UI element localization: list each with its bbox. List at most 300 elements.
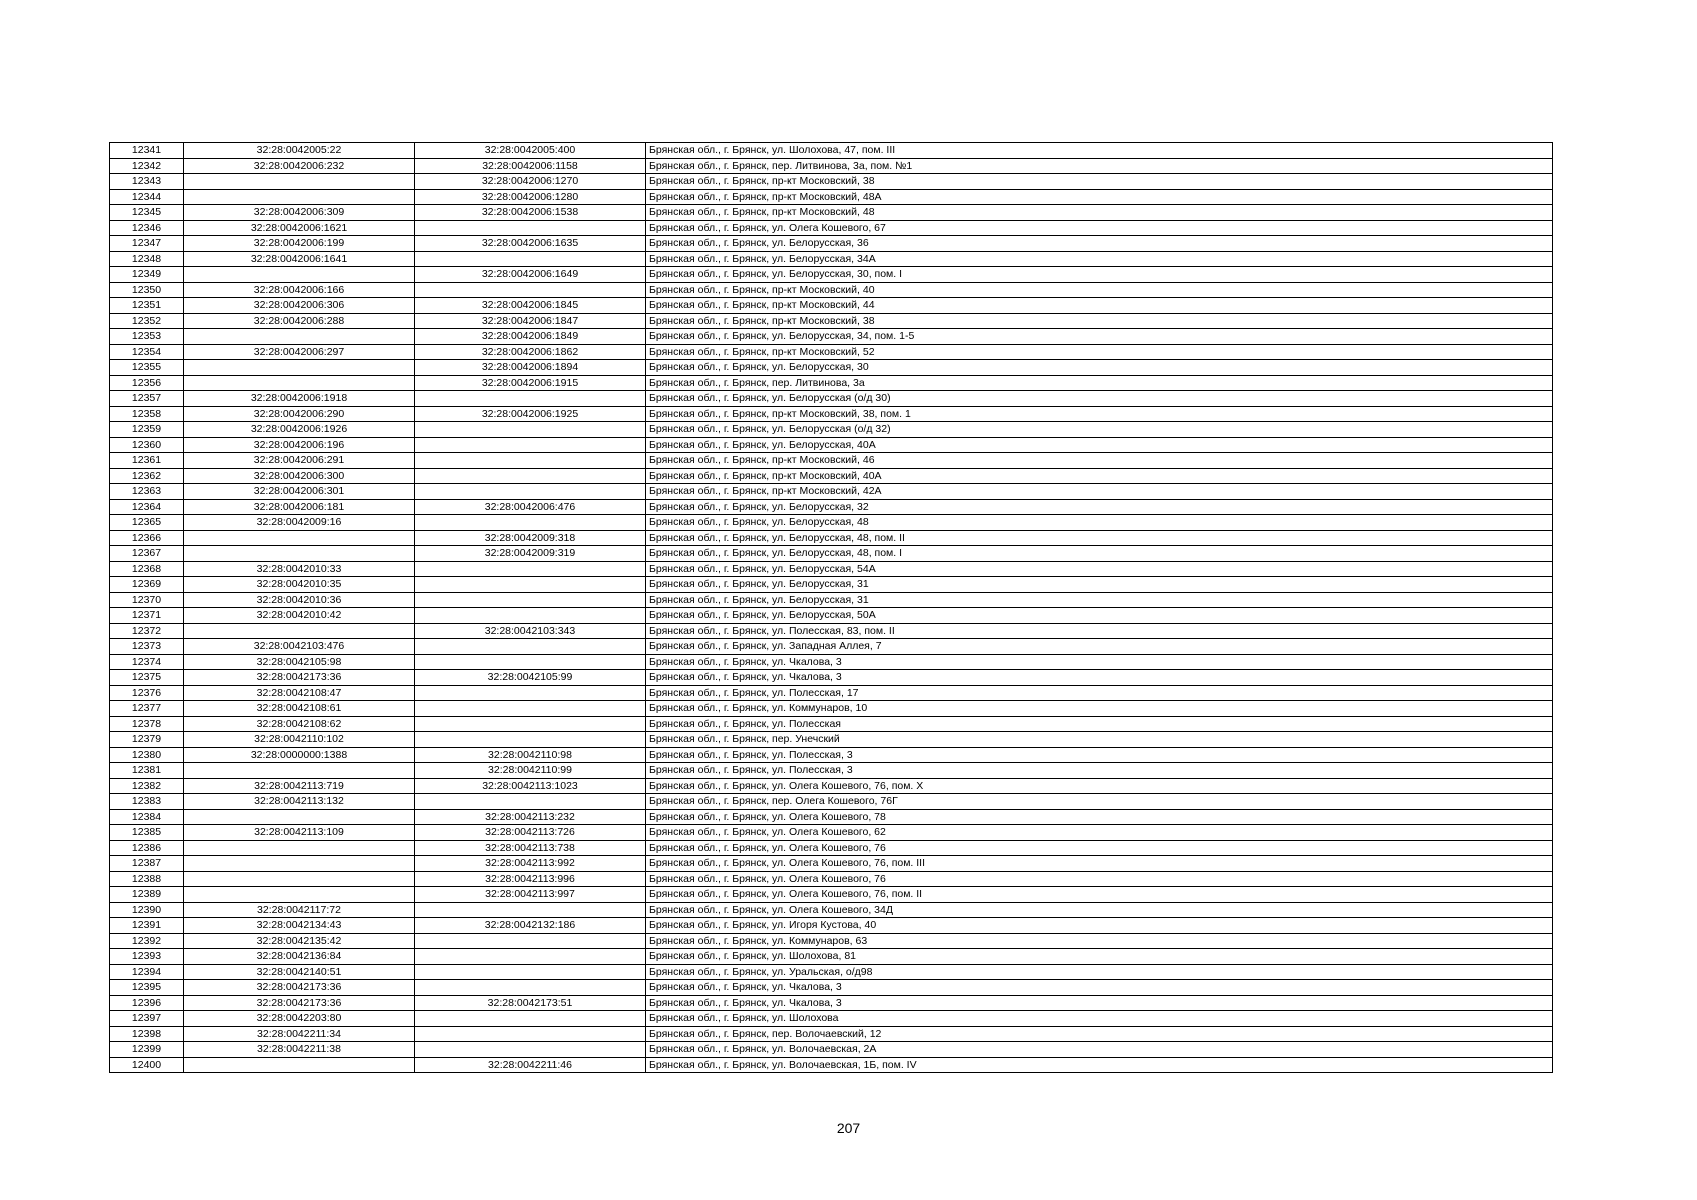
row-number-cell: 12351 bbox=[110, 298, 184, 314]
row-number-cell: 12397 bbox=[110, 1011, 184, 1027]
row-number-cell: 12381 bbox=[110, 763, 184, 779]
cadastral-number-cell: 32:28:0042108:47 bbox=[184, 685, 415, 701]
cadastral-number-cell bbox=[184, 763, 415, 779]
address-cell: Брянская обл., г. Брянск, ул. Коммунаров, 10 bbox=[646, 701, 1553, 717]
cadastral-number-cell bbox=[184, 189, 415, 205]
related-cadastral-number-cell bbox=[415, 437, 646, 453]
cadastral-number-cell: 32:28:0042006:306 bbox=[184, 298, 415, 314]
cadastral-number-cell: 32:28:0042006:199 bbox=[184, 236, 415, 252]
related-cadastral-number-cell: 32:28:0042113:1023 bbox=[415, 778, 646, 794]
row-number-cell: 12356 bbox=[110, 375, 184, 391]
related-cadastral-number-cell: 32:28:0042006:1862 bbox=[415, 344, 646, 360]
related-cadastral-number-cell: 32:28:0042173:51 bbox=[415, 995, 646, 1011]
row-number-cell: 12341 bbox=[110, 143, 184, 159]
cadastral-number-cell: 32:28:0042113:719 bbox=[184, 778, 415, 794]
related-cadastral-number-cell: 32:28:0042006:1894 bbox=[415, 360, 646, 376]
address-cell: Брянская обл., г. Брянск, ул. Белорусская, 54А bbox=[646, 561, 1553, 577]
row-number-cell: 12342 bbox=[110, 158, 184, 174]
row-number-cell: 12349 bbox=[110, 267, 184, 283]
related-cadastral-number-cell: 32:28:0042006:1280 bbox=[415, 189, 646, 205]
address-cell: Брянская обл., г. Брянск, пр-кт Московский, 44 bbox=[646, 298, 1553, 314]
table-row bbox=[110, 608, 1553, 624]
address-cell: Брянская обл., г. Брянск, ул. Белорусская, 30, пом. I bbox=[646, 267, 1553, 283]
cadastral-number-cell bbox=[184, 267, 415, 283]
related-cadastral-number-cell: 32:28:0042211:46 bbox=[415, 1057, 646, 1073]
table-row bbox=[110, 453, 1553, 469]
table-row bbox=[110, 360, 1553, 376]
address-cell: Брянская обл., г. Брянск, пр-кт Московский, 48А bbox=[646, 189, 1553, 205]
table-row bbox=[110, 933, 1553, 949]
row-number-cell: 12344 bbox=[110, 189, 184, 205]
address-cell: Брянская обл., г. Брянск, ул. Олега Кошевого, 76 bbox=[646, 871, 1553, 887]
cadastral-number-cell: 32:28:0042006:290 bbox=[184, 406, 415, 422]
related-cadastral-number-cell bbox=[415, 1026, 646, 1042]
address-cell: Брянская обл., г. Брянск, ул. Белорусская (о/д 32) bbox=[646, 422, 1553, 438]
related-cadastral-number-cell: 32:28:0042006:1538 bbox=[415, 205, 646, 221]
table-row bbox=[110, 561, 1553, 577]
cadastral-number-cell bbox=[184, 871, 415, 887]
table-row bbox=[110, 391, 1553, 407]
address-cell: Брянская обл., г. Брянск, ул. Шолохова, 81 bbox=[646, 949, 1553, 965]
property-table-body bbox=[110, 143, 1553, 1073]
related-cadastral-number-cell bbox=[415, 949, 646, 965]
related-cadastral-number-cell: 32:28:0042006:1635 bbox=[415, 236, 646, 252]
table-row bbox=[110, 980, 1553, 996]
address-cell: Брянская обл., г. Брянск, пр-кт Московский, 48 bbox=[646, 205, 1553, 221]
table-row bbox=[110, 298, 1553, 314]
cadastral-number-cell: 32:28:0042006:309 bbox=[184, 205, 415, 221]
table-row bbox=[110, 174, 1553, 190]
cadastral-number-cell: 32:28:0042211:34 bbox=[184, 1026, 415, 1042]
table-row bbox=[110, 251, 1553, 267]
row-number-cell: 12366 bbox=[110, 530, 184, 546]
address-cell: Брянская обл., г. Брянск, пр-кт Московский, 38, пом. 1 bbox=[646, 406, 1553, 422]
related-cadastral-number-cell: 32:28:0042110:98 bbox=[415, 747, 646, 763]
address-cell: Брянская обл., г. Брянск, ул. Полесская, 3 bbox=[646, 747, 1553, 763]
row-number-cell: 12382 bbox=[110, 778, 184, 794]
table-row bbox=[110, 282, 1553, 298]
table-row bbox=[110, 825, 1553, 841]
related-cadastral-number-cell: 32:28:0042006:1649 bbox=[415, 267, 646, 283]
table-row bbox=[110, 1011, 1553, 1027]
cadastral-number-cell: 32:28:0042006:1641 bbox=[184, 251, 415, 267]
related-cadastral-number-cell bbox=[415, 732, 646, 748]
row-number-cell: 12372 bbox=[110, 623, 184, 639]
table-row bbox=[110, 344, 1553, 360]
row-number-cell: 12364 bbox=[110, 499, 184, 515]
table-row bbox=[110, 840, 1553, 856]
table-row bbox=[110, 670, 1553, 686]
table-row bbox=[110, 654, 1553, 670]
table-row bbox=[110, 220, 1553, 236]
property-table bbox=[109, 142, 1553, 1073]
cadastral-number-cell: 32:28:0042005:22 bbox=[184, 143, 415, 159]
related-cadastral-number-cell: 32:28:0042006:1845 bbox=[415, 298, 646, 314]
address-cell: Брянская обл., г. Брянск, ул. Чкалова, 3 bbox=[646, 995, 1553, 1011]
row-number-cell: 12365 bbox=[110, 515, 184, 531]
row-number-cell: 12367 bbox=[110, 546, 184, 562]
related-cadastral-number-cell: 32:28:0042113:997 bbox=[415, 887, 646, 903]
table-row bbox=[110, 143, 1553, 159]
row-number-cell: 12371 bbox=[110, 608, 184, 624]
address-cell: Брянская обл., г. Брянск, пер. Олега Кошевого, 76Г bbox=[646, 794, 1553, 810]
row-number-cell: 12377 bbox=[110, 701, 184, 717]
address-cell: Брянская обл., г. Брянск, ул. Чкалова, 3 bbox=[646, 654, 1553, 670]
table-row bbox=[110, 546, 1553, 562]
row-number-cell: 12391 bbox=[110, 918, 184, 934]
table-row bbox=[110, 639, 1553, 655]
related-cadastral-number-cell bbox=[415, 980, 646, 996]
address-cell: Брянская обл., г. Брянск, ул. Олега Кошевого, 67 bbox=[646, 220, 1553, 236]
table-row bbox=[110, 701, 1553, 717]
address-cell: Брянская обл., г. Брянск, ул. Олега Кошевого, 78 bbox=[646, 809, 1553, 825]
address-cell: Брянская обл., г. Брянск, ул. Белорусская (о/д 30) bbox=[646, 391, 1553, 407]
cadastral-number-cell: 32:28:0042010:42 bbox=[184, 608, 415, 624]
cadastral-number-cell: 32:28:0042006:196 bbox=[184, 437, 415, 453]
cadastral-number-cell: 32:28:0042006:291 bbox=[184, 453, 415, 469]
address-cell: Брянская обл., г. Брянск, пр-кт Московский, 52 bbox=[646, 344, 1553, 360]
cadastral-number-cell: 32:28:0042006:1926 bbox=[184, 422, 415, 438]
table-row bbox=[110, 747, 1553, 763]
related-cadastral-number-cell bbox=[415, 701, 646, 717]
table-row bbox=[110, 918, 1553, 934]
row-number-cell: 12379 bbox=[110, 732, 184, 748]
cadastral-number-cell: 32:28:0042173:36 bbox=[184, 670, 415, 686]
related-cadastral-number-cell: 32:28:0042113:232 bbox=[415, 809, 646, 825]
cadastral-number-cell: 32:28:0042173:36 bbox=[184, 995, 415, 1011]
row-number-cell: 12355 bbox=[110, 360, 184, 376]
address-cell: Брянская обл., г. Брянск, ул. Белорусская, 32 bbox=[646, 499, 1553, 515]
related-cadastral-number-cell bbox=[415, 515, 646, 531]
table-row bbox=[110, 189, 1553, 205]
address-cell: Брянская обл., г. Брянск, ул. Олега Кошевого, 76, пом. III bbox=[646, 856, 1553, 872]
table-row bbox=[110, 623, 1553, 639]
address-cell: Брянская обл., г. Брянск, пр-кт Московский, 42А bbox=[646, 484, 1553, 500]
table-row bbox=[110, 856, 1553, 872]
related-cadastral-number-cell: 32:28:0042113:738 bbox=[415, 840, 646, 856]
related-cadastral-number-cell bbox=[415, 468, 646, 484]
related-cadastral-number-cell: 32:28:0042113:996 bbox=[415, 871, 646, 887]
table-row bbox=[110, 763, 1553, 779]
address-cell: Брянская обл., г. Брянск, ул. Белорусская, 48 bbox=[646, 515, 1553, 531]
address-cell: Брянская обл., г. Брянск, ул. Полесская, 3 bbox=[646, 763, 1553, 779]
table-row bbox=[110, 499, 1553, 515]
row-number-cell: 12395 bbox=[110, 980, 184, 996]
address-cell: Брянская обл., г. Брянск, ул. Игоря Кустова, 40 bbox=[646, 918, 1553, 934]
table-row bbox=[110, 964, 1553, 980]
table-row bbox=[110, 437, 1553, 453]
cadastral-number-cell bbox=[184, 546, 415, 562]
related-cadastral-number-cell bbox=[415, 902, 646, 918]
row-number-cell: 12348 bbox=[110, 251, 184, 267]
cadastral-number-cell bbox=[184, 623, 415, 639]
cadastral-number-cell bbox=[184, 174, 415, 190]
row-number-cell: 12369 bbox=[110, 577, 184, 593]
address-cell: Брянская обл., г. Брянск, ул. Белорусская, 40А bbox=[646, 437, 1553, 453]
cadastral-number-cell: 32:28:0042108:62 bbox=[184, 716, 415, 732]
cadastral-number-cell bbox=[184, 530, 415, 546]
table-row bbox=[110, 515, 1553, 531]
table-row bbox=[110, 871, 1553, 887]
row-number-cell: 12346 bbox=[110, 220, 184, 236]
related-cadastral-number-cell: 32:28:0042132:186 bbox=[415, 918, 646, 934]
row-number-cell: 12358 bbox=[110, 406, 184, 422]
address-cell: Брянская обл., г. Брянск, ул. Белорусская, 48, пом. I bbox=[646, 546, 1553, 562]
table-row bbox=[110, 716, 1553, 732]
address-cell: Брянская обл., г. Брянск, ул. Белорусская, 48, пом. II bbox=[646, 530, 1553, 546]
related-cadastral-number-cell bbox=[415, 391, 646, 407]
address-cell: Брянская обл., г. Брянск, ул. Шолохова, 47, пом. III bbox=[646, 143, 1553, 159]
cadastral-number-cell: 32:28:0042006:166 bbox=[184, 282, 415, 298]
table-row bbox=[110, 592, 1553, 608]
row-number-cell: 12359 bbox=[110, 422, 184, 438]
address-cell: Брянская обл., г. Брянск, ул. Олега Кошевого, 76, пом. II bbox=[646, 887, 1553, 903]
table-row bbox=[110, 267, 1553, 283]
row-number-cell: 12393 bbox=[110, 949, 184, 965]
address-cell: Брянская обл., г. Брянск, ул. Олега Кошевого, 76 bbox=[646, 840, 1553, 856]
address-cell: Брянская обл., г. Брянск, пр-кт Московский, 38 bbox=[646, 174, 1553, 190]
address-cell: Брянская обл., г. Брянск, ул. Коммунаров, 63 bbox=[646, 933, 1553, 949]
related-cadastral-number-cell: 32:28:0042113:726 bbox=[415, 825, 646, 841]
table-row bbox=[110, 1026, 1553, 1042]
address-cell: Брянская обл., г. Брянск, пер. Литвинова, 3а bbox=[646, 375, 1553, 391]
related-cadastral-number-cell: 32:28:0042006:476 bbox=[415, 499, 646, 515]
related-cadastral-number-cell bbox=[415, 654, 646, 670]
table-row bbox=[110, 468, 1553, 484]
related-cadastral-number-cell bbox=[415, 1042, 646, 1058]
address-cell: Брянская обл., г. Брянск, ул. Уральская, о/д98 bbox=[646, 964, 1553, 980]
table-row bbox=[110, 313, 1553, 329]
address-cell: Брянская обл., г. Брянск, ул. Белорусская, 31 bbox=[646, 577, 1553, 593]
row-number-cell: 12390 bbox=[110, 902, 184, 918]
row-number-cell: 12360 bbox=[110, 437, 184, 453]
row-number-cell: 12388 bbox=[110, 871, 184, 887]
address-cell: Брянская обл., г. Брянск, ул. Белорусская, 31 bbox=[646, 592, 1553, 608]
cadastral-number-cell bbox=[184, 375, 415, 391]
table-row bbox=[110, 577, 1553, 593]
address-cell: Брянская обл., г. Брянск, ул. Олега Кошевого, 34Д bbox=[646, 902, 1553, 918]
row-number-cell: 12385 bbox=[110, 825, 184, 841]
cadastral-number-cell: 32:28:0042108:61 bbox=[184, 701, 415, 717]
address-cell: Брянская обл., г. Брянск, ул. Волочаевская, 1Б, пом. IV bbox=[646, 1057, 1553, 1073]
address-cell: Брянская обл., г. Брянск, ул. Олега Кошевого, 62 bbox=[646, 825, 1553, 841]
row-number-cell: 12375 bbox=[110, 670, 184, 686]
table-row bbox=[110, 158, 1553, 174]
address-cell: Брянская обл., г. Брянск, ул. Белорусская, 34А bbox=[646, 251, 1553, 267]
row-number-cell: 12400 bbox=[110, 1057, 184, 1073]
table-row bbox=[110, 236, 1553, 252]
table-row bbox=[110, 887, 1553, 903]
table-row bbox=[110, 530, 1553, 546]
cadastral-number-cell: 32:28:0042006:301 bbox=[184, 484, 415, 500]
row-number-cell: 12353 bbox=[110, 329, 184, 345]
row-number-cell: 12361 bbox=[110, 453, 184, 469]
row-number-cell: 12396 bbox=[110, 995, 184, 1011]
address-cell: Брянская обл., г. Брянск, ул. Белорусская, 34, пом. 1-5 bbox=[646, 329, 1553, 345]
cadastral-number-cell: 32:28:0042006:232 bbox=[184, 158, 415, 174]
cadastral-number-cell: 32:28:0000000:1388 bbox=[184, 747, 415, 763]
table-row bbox=[110, 406, 1553, 422]
table-row bbox=[110, 484, 1553, 500]
address-cell: Брянская обл., г. Брянск, ул. Чкалова, 3 bbox=[646, 670, 1553, 686]
related-cadastral-number-cell: 32:28:0042006:1849 bbox=[415, 329, 646, 345]
related-cadastral-number-cell bbox=[415, 251, 646, 267]
cadastral-number-cell bbox=[184, 1057, 415, 1073]
cadastral-number-cell bbox=[184, 809, 415, 825]
cadastral-number-cell bbox=[184, 360, 415, 376]
address-cell: Брянская обл., г. Брянск, ул. Полесская, 17 bbox=[646, 685, 1553, 701]
related-cadastral-number-cell bbox=[415, 484, 646, 500]
table-row bbox=[110, 809, 1553, 825]
related-cadastral-number-cell: 32:28:0042006:1847 bbox=[415, 313, 646, 329]
cadastral-number-cell: 32:28:0042113:109 bbox=[184, 825, 415, 841]
related-cadastral-number-cell: 32:28:0042006:1270 bbox=[415, 174, 646, 190]
table-row bbox=[110, 732, 1553, 748]
related-cadastral-number-cell bbox=[415, 220, 646, 236]
cadastral-number-cell: 32:28:0042006:1621 bbox=[184, 220, 415, 236]
table-row bbox=[110, 902, 1553, 918]
related-cadastral-number-cell: 32:28:0042009:318 bbox=[415, 530, 646, 546]
related-cadastral-number-cell: 32:28:0042006:1158 bbox=[415, 158, 646, 174]
cadastral-number-cell: 32:28:0042010:36 bbox=[184, 592, 415, 608]
row-number-cell: 12354 bbox=[110, 344, 184, 360]
cadastral-number-cell: 32:28:0042009:16 bbox=[184, 515, 415, 531]
address-cell: Брянская обл., г. Брянск, ул. Волочаевская, 2А bbox=[646, 1042, 1553, 1058]
cadastral-number-cell: 32:28:0042113:132 bbox=[184, 794, 415, 810]
address-cell: Брянская обл., г. Брянск, пер. Литвинова, 3а, пом. №1 bbox=[646, 158, 1553, 174]
cadastral-number-cell: 32:28:0042006:1918 bbox=[184, 391, 415, 407]
cadastral-number-cell: 32:28:0042203:80 bbox=[184, 1011, 415, 1027]
row-number-cell: 12350 bbox=[110, 282, 184, 298]
related-cadastral-number-cell bbox=[415, 794, 646, 810]
cadastral-number-cell: 32:28:0042006:288 bbox=[184, 313, 415, 329]
related-cadastral-number-cell bbox=[415, 577, 646, 593]
related-cadastral-number-cell: 32:28:0042009:319 bbox=[415, 546, 646, 562]
row-number-cell: 12352 bbox=[110, 313, 184, 329]
row-number-cell: 12392 bbox=[110, 933, 184, 949]
related-cadastral-number-cell bbox=[415, 639, 646, 655]
table-row bbox=[110, 949, 1553, 965]
row-number-cell: 12343 bbox=[110, 174, 184, 190]
address-cell: Брянская обл., г. Брянск, пр-кт Московский, 38 bbox=[646, 313, 1553, 329]
table-row bbox=[110, 778, 1553, 794]
table-row bbox=[110, 375, 1553, 391]
row-number-cell: 12357 bbox=[110, 391, 184, 407]
row-number-cell: 12384 bbox=[110, 809, 184, 825]
table-row bbox=[110, 329, 1553, 345]
table-row bbox=[110, 1057, 1553, 1073]
row-number-cell: 12345 bbox=[110, 205, 184, 221]
address-cell: Брянская обл., г. Брянск, пер. Унечский bbox=[646, 732, 1553, 748]
related-cadastral-number-cell bbox=[415, 561, 646, 577]
table-row bbox=[110, 205, 1553, 221]
row-number-cell: 12389 bbox=[110, 887, 184, 903]
address-cell: Брянская обл., г. Брянск, пр-кт Московский, 46 bbox=[646, 453, 1553, 469]
row-number-cell: 12373 bbox=[110, 639, 184, 655]
address-cell: Брянская обл., г. Брянск, пер. Волочаевский, 12 bbox=[646, 1026, 1553, 1042]
row-number-cell: 12368 bbox=[110, 561, 184, 577]
cadastral-number-cell: 32:28:0042211:38 bbox=[184, 1042, 415, 1058]
cadastral-number-cell: 32:28:0042134:43 bbox=[184, 918, 415, 934]
row-number-cell: 12383 bbox=[110, 794, 184, 810]
address-cell: Брянская обл., г. Брянск, ул. Белорусская, 50А bbox=[646, 608, 1553, 624]
row-number-cell: 12387 bbox=[110, 856, 184, 872]
cadastral-number-cell: 32:28:0042135:42 bbox=[184, 933, 415, 949]
table-row bbox=[110, 995, 1553, 1011]
row-number-cell: 12378 bbox=[110, 716, 184, 732]
row-number-cell: 12370 bbox=[110, 592, 184, 608]
cadastral-number-cell: 32:28:0042006:300 bbox=[184, 468, 415, 484]
row-number-cell: 12398 bbox=[110, 1026, 184, 1042]
cadastral-number-cell: 32:28:0042140:51 bbox=[184, 964, 415, 980]
cadastral-number-cell: 32:28:0042105:98 bbox=[184, 654, 415, 670]
cadastral-number-cell: 32:28:0042136:84 bbox=[184, 949, 415, 965]
address-cell: Брянская обл., г. Брянск, ул. Западная Аллея, 7 bbox=[646, 639, 1553, 655]
table-row bbox=[110, 794, 1553, 810]
cadastral-number-cell: 32:28:0042103:476 bbox=[184, 639, 415, 655]
related-cadastral-number-cell: 32:28:0042006:1915 bbox=[415, 375, 646, 391]
cadastral-number-cell bbox=[184, 887, 415, 903]
address-cell: Брянская обл., г. Брянск, ул. Чкалова, 3 bbox=[646, 980, 1553, 996]
related-cadastral-number-cell bbox=[415, 933, 646, 949]
address-cell: Брянская обл., г. Брянск, ул. Белорусская, 30 bbox=[646, 360, 1553, 376]
related-cadastral-number-cell: 32:28:0042006:1925 bbox=[415, 406, 646, 422]
related-cadastral-number-cell bbox=[415, 716, 646, 732]
related-cadastral-number-cell bbox=[415, 422, 646, 438]
cadastral-number-cell: 32:28:0042010:35 bbox=[184, 577, 415, 593]
table-row bbox=[110, 422, 1553, 438]
related-cadastral-number-cell bbox=[415, 608, 646, 624]
table-row bbox=[110, 685, 1553, 701]
row-number-cell: 12376 bbox=[110, 685, 184, 701]
row-number-cell: 12399 bbox=[110, 1042, 184, 1058]
cadastral-number-cell: 32:28:0042117:72 bbox=[184, 902, 415, 918]
row-number-cell: 12394 bbox=[110, 964, 184, 980]
cadastral-number-cell bbox=[184, 856, 415, 872]
row-number-cell: 12386 bbox=[110, 840, 184, 856]
related-cadastral-number-cell bbox=[415, 685, 646, 701]
cadastral-number-cell: 32:28:0042010:33 bbox=[184, 561, 415, 577]
row-number-cell: 12362 bbox=[110, 468, 184, 484]
address-cell: Брянская обл., г. Брянск, ул. Олега Кошевого, 76, пом. X bbox=[646, 778, 1553, 794]
related-cadastral-number-cell: 32:28:0042103:343 bbox=[415, 623, 646, 639]
related-cadastral-number-cell bbox=[415, 453, 646, 469]
related-cadastral-number-cell bbox=[415, 1011, 646, 1027]
address-cell: Брянская обл., г. Брянск, ул. Белорусская, 36 bbox=[646, 236, 1553, 252]
address-cell: Брянская обл., г. Брянск, пр-кт Московский, 40 bbox=[646, 282, 1553, 298]
related-cadastral-number-cell: 32:28:0042110:99 bbox=[415, 763, 646, 779]
address-cell: Брянская обл., г. Брянск, ул. Шолохова bbox=[646, 1011, 1553, 1027]
address-cell: Брянская обл., г. Брянск, ул. Полесская, 83, пом. II bbox=[646, 623, 1553, 639]
cadastral-number-cell: 32:28:0042006:181 bbox=[184, 499, 415, 515]
cadastral-number-cell: 32:28:0042173:36 bbox=[184, 980, 415, 996]
cadastral-number-cell: 32:28:0042006:297 bbox=[184, 344, 415, 360]
row-number-cell: 12380 bbox=[110, 747, 184, 763]
row-number-cell: 12374 bbox=[110, 654, 184, 670]
cadastral-number-cell bbox=[184, 840, 415, 856]
row-number-cell: 12347 bbox=[110, 236, 184, 252]
address-cell: Брянская обл., г. Брянск, пр-кт Московский, 40А bbox=[646, 468, 1553, 484]
related-cadastral-number-cell: 32:28:0042005:400 bbox=[415, 143, 646, 159]
row-number-cell: 12363 bbox=[110, 484, 184, 500]
table-row bbox=[110, 1042, 1553, 1058]
cadastral-number-cell bbox=[184, 329, 415, 345]
related-cadastral-number-cell bbox=[415, 964, 646, 980]
page-number: 207 bbox=[836, 1120, 861, 1136]
cadastral-number-cell: 32:28:0042110:102 bbox=[184, 732, 415, 748]
address-cell: Брянская обл., г. Брянск, ул. Полесская bbox=[646, 716, 1553, 732]
related-cadastral-number-cell bbox=[415, 592, 646, 608]
